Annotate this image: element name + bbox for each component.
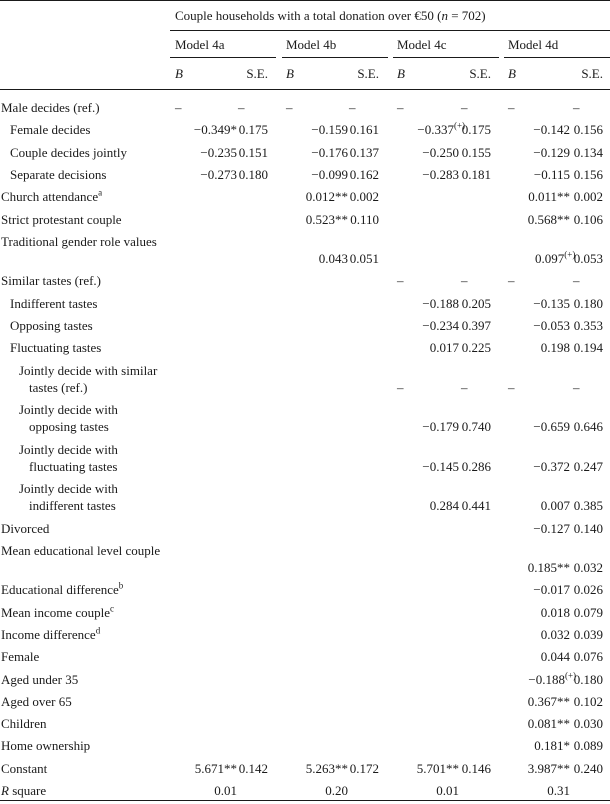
se-cell: 0.089 <box>573 738 603 754</box>
se-cell: – <box>461 273 468 289</box>
significance-marker: (+) <box>564 249 576 260</box>
coef-cell: −0.188 <box>422 295 459 311</box>
row-label <box>1 737 169 754</box>
row-label-text: Indifferent tastes <box>10 295 98 311</box>
rule-under-model-header <box>170 57 276 58</box>
table-row <box>0 626 610 648</box>
footnote-marker: d <box>95 625 101 636</box>
coef-cell: – <box>397 273 404 289</box>
row-label <box>10 339 178 356</box>
group-title-text: Couple households with a total donation over €50 ( <box>175 8 442 23</box>
table-row <box>0 295 610 317</box>
row-label <box>10 166 178 183</box>
coef-cell: – <box>508 273 515 289</box>
footnote-marker: c <box>110 603 115 614</box>
col-header-b: B <box>508 66 516 81</box>
row-label <box>1 760 169 777</box>
row-label-text: Aged over 65 <box>1 693 72 709</box>
se-cell: 0.646 <box>573 419 603 434</box>
table-row <box>0 693 610 715</box>
se-cell: 0.032 <box>573 559 603 575</box>
row-label <box>1 693 169 710</box>
se-cell: – <box>349 100 356 115</box>
row-label-text: Couple decides jointly <box>10 144 127 160</box>
row-label <box>1 626 169 643</box>
row-label-text: Female decides <box>10 122 91 138</box>
row-label <box>1 233 161 250</box>
se-cell: 0.051 <box>349 250 379 266</box>
model-header: Model 4d <box>508 37 559 52</box>
table-row <box>0 604 610 626</box>
coef-cell: −0.659 <box>533 419 570 434</box>
rule-top <box>0 0 610 1</box>
col-header-se: S.E. <box>581 66 603 81</box>
row-label <box>1 99 169 116</box>
se-cell: 0.397 <box>461 317 491 333</box>
se-cell: 0.286 <box>461 458 491 474</box>
se-cell: 0.353 <box>573 317 603 333</box>
se-cell: 0.155 <box>461 144 491 160</box>
coef-cell: −0.235 <box>200 144 237 160</box>
se-cell: 0.002 <box>573 189 603 205</box>
row-label-text: Mean income couple <box>1 604 111 620</box>
coef-cell: −0.234 <box>422 317 459 333</box>
coef-cell: −0.250 <box>422 144 459 160</box>
table-row <box>0 362 610 402</box>
row-label-text: Opposing tastes <box>10 317 93 333</box>
row-label <box>19 480 159 514</box>
coef-cell: −0.179 <box>422 419 459 434</box>
row-label <box>19 401 159 435</box>
row-label-text: Jointly decide with fluctuating tastes <box>19 441 118 474</box>
se-cell: 0.162 <box>349 166 379 182</box>
table-row <box>0 211 610 233</box>
coef-cell: – <box>397 379 404 395</box>
row-label-text: Traditional gender role values <box>1 233 157 249</box>
row-label-text: Income difference <box>1 626 96 642</box>
table-row <box>0 542 610 582</box>
se-cell: 0.140 <box>573 520 603 536</box>
se-cell: 0.030 <box>573 716 603 732</box>
table-row <box>0 480 610 520</box>
row-label <box>1 581 169 598</box>
row-label <box>10 121 178 138</box>
coef-cell: 0.007 <box>540 498 570 513</box>
se-cell: 0.110 <box>350 211 379 227</box>
coef-cell: – <box>397 100 404 115</box>
table-row <box>0 737 610 759</box>
coef-cell: −0.142 <box>533 122 570 138</box>
se-cell: 0.002 <box>349 189 379 205</box>
row-label-text: Divorced <box>1 520 50 536</box>
se-cell: 0.194 <box>573 340 603 356</box>
coef-cell: −0.017 <box>533 582 570 598</box>
se-cell: 0.137 <box>349 144 379 160</box>
table-row <box>0 121 610 143</box>
table-row <box>0 99 610 121</box>
significance-marker: (+) <box>564 670 577 681</box>
se-cell: 0.240 <box>573 760 603 776</box>
row-label <box>10 144 178 161</box>
table-row <box>0 671 610 693</box>
col-header-se: S.E. <box>357 66 379 81</box>
table-row <box>0 272 610 294</box>
se-cell: 0.142 <box>238 760 268 776</box>
coef-cell: −0.283 <box>422 166 459 182</box>
n-value: = 702) <box>447 8 486 23</box>
row-label-text: Jointly decide with indifferent tastes <box>19 481 118 513</box>
footnote-marker: a <box>98 187 103 198</box>
table-row <box>0 339 610 361</box>
table-row <box>0 441 610 481</box>
coef-cell: 0.081** <box>527 716 570 732</box>
coef-cell: −0.188(+) <box>528 670 577 687</box>
row-label <box>19 362 159 396</box>
table-row <box>0 188 610 210</box>
coef-cell: 0.198 <box>540 340 570 356</box>
table-row <box>0 317 610 339</box>
coef-cell: 0.097(+) <box>535 249 576 266</box>
se-cell: 0.079 <box>573 604 603 620</box>
row-label <box>10 317 178 334</box>
se-cell: 0.175 <box>238 122 268 138</box>
row-label-text: Jointly decide with similar tastes (ref.) <box>19 362 158 395</box>
coef-cell: 0.017 <box>429 340 459 356</box>
col-header-se: S.E. <box>246 66 268 81</box>
se-cell: – <box>573 379 580 395</box>
se-cell: 0.175 <box>461 122 491 138</box>
coef-cell: 0.367** <box>527 693 570 709</box>
row-label <box>1 715 169 732</box>
rule-bottom <box>0 800 610 801</box>
se-cell: 0.151 <box>238 144 268 160</box>
coef-cell: −0.349* <box>193 122 237 138</box>
se-cell: 0.156 <box>573 166 603 182</box>
col-header-b: B <box>286 66 294 81</box>
coef-cell: −0.273 <box>200 166 237 182</box>
model-header: Model 4b <box>286 37 337 52</box>
coef-cell: 5.701** <box>416 760 459 776</box>
row-label <box>1 272 169 289</box>
se-cell: 0.180 <box>238 166 268 182</box>
se-cell: 0.053 <box>573 250 603 266</box>
coef-cell: −0.176 <box>311 144 348 160</box>
se-cell: 0.225 <box>461 340 491 356</box>
footnote-marker: b <box>118 580 124 591</box>
se-cell: 0.026 <box>573 582 603 598</box>
coef-cell: 5.263** <box>305 760 348 776</box>
row-label <box>1 648 169 665</box>
coef-cell: −0.135 <box>533 295 570 311</box>
coef-cell: 0.012** <box>305 189 348 205</box>
coef-cell: 0.185** <box>527 559 570 575</box>
rule-under-group-title <box>170 30 610 31</box>
rule-under-model-header <box>504 57 610 58</box>
se-cell: 0.146 <box>461 760 491 776</box>
row-label-text: Educational difference <box>1 582 119 598</box>
se-cell: 0.180 <box>573 671 603 687</box>
row-label-text: Separate decisions <box>10 166 107 182</box>
se-cell: 0.441 <box>461 498 491 513</box>
row-label <box>1 520 169 537</box>
se-cell: – <box>238 100 245 115</box>
coef-cell: – <box>508 379 515 395</box>
row-label-text: Strict protestant couple <box>1 211 122 227</box>
se-cell: – <box>573 100 580 115</box>
coef-cell: – <box>508 100 515 115</box>
row-label-text: Female <box>1 649 40 665</box>
row-label <box>1 604 169 621</box>
coef-cell: 0.284 <box>429 498 459 513</box>
model-header: Model 4a <box>175 37 225 52</box>
coef-cell: 0.181* <box>534 738 570 754</box>
coef-cell: – <box>175 100 182 115</box>
se-cell: 0.156 <box>573 122 603 138</box>
se-cell: 0.076 <box>573 649 603 665</box>
rule-under-model-header <box>282 57 388 58</box>
row-label-text: Jointly decide with opposing tastes <box>19 402 118 434</box>
rule-under-col-headers <box>0 89 610 90</box>
n-symbol: n <box>441 8 448 23</box>
table-row <box>0 715 610 737</box>
row-label-text: Male decides (ref.) <box>1 100 100 115</box>
coef-cell: 3.987** <box>527 760 570 776</box>
col-header-b: B <box>397 66 405 81</box>
coef-cell: 0.01 <box>436 783 459 798</box>
row-label <box>1 211 169 228</box>
se-cell: 0.180 <box>573 295 603 311</box>
coef-cell: 0.20 <box>325 783 348 798</box>
coef-cell: – <box>286 100 293 115</box>
se-cell: – <box>573 273 580 289</box>
table-row <box>0 648 610 670</box>
coef-cell: −0.337(+) <box>417 120 466 138</box>
coef-cell: 0.044 <box>540 649 570 665</box>
row-label-text: Similar tastes (ref.) <box>1 273 101 289</box>
table-row <box>0 144 610 166</box>
table-row <box>0 401 610 441</box>
coef-cell: 0.31 <box>547 783 570 798</box>
row-label-text: Constant <box>1 760 48 776</box>
se-cell: 0.106 <box>573 211 603 227</box>
se-cell: 0.247 <box>573 458 603 474</box>
row-label-text: Aged under 35 <box>1 671 79 687</box>
row-label-text: Church attendance <box>1 189 99 205</box>
coef-cell: 0.01 <box>214 783 237 798</box>
table-row <box>0 760 610 782</box>
rule-under-model-header <box>393 57 499 58</box>
coef-cell: 0.011** <box>528 189 570 205</box>
se-cell: 0.740 <box>461 419 491 434</box>
table-row <box>0 520 610 542</box>
row-label <box>1 782 169 799</box>
se-cell: 0.102 <box>573 693 603 709</box>
significance-marker: (+) <box>453 120 466 131</box>
coef-cell: 0.018 <box>540 604 570 620</box>
row-label-text: Fluctuating tastes <box>10 340 102 356</box>
table-group-title <box>175 7 486 24</box>
coef-cell: 0.032 <box>540 626 570 642</box>
coef-cell: −0.127 <box>533 520 570 536</box>
row-label-text: Home ownership <box>1 738 91 754</box>
se-cell: 0.385 <box>573 498 603 513</box>
se-cell: – <box>461 379 468 395</box>
row-label-text: R square <box>1 783 47 798</box>
coef-cell: −0.099 <box>311 166 348 182</box>
coef-cell: −0.129 <box>533 144 570 160</box>
row-label <box>1 188 169 205</box>
row-label <box>10 295 178 312</box>
se-cell: 0.039 <box>573 626 603 642</box>
coef-cell: −0.372 <box>533 458 570 474</box>
coef-cell: 0.043 <box>318 250 348 266</box>
row-label <box>1 671 169 688</box>
coef-cell: 0.568** <box>527 211 570 227</box>
table-row <box>0 233 610 273</box>
coef-cell: −0.053 <box>533 317 570 333</box>
row-label-text: Mean educational level couple <box>1 542 161 558</box>
coef-cell: −0.159 <box>311 122 348 138</box>
model-header: Model 4c <box>397 37 447 52</box>
se-cell: 0.205 <box>461 295 491 311</box>
col-header-b: B <box>175 66 183 81</box>
se-cell: 0.172 <box>349 760 379 776</box>
col-header-se: S.E. <box>469 66 491 81</box>
coef-cell: 5.671** <box>194 760 237 776</box>
coef-cell: −0.115 <box>533 166 570 182</box>
row-label <box>1 542 161 559</box>
se-cell: 0.134 <box>573 144 603 160</box>
table-row <box>0 166 610 188</box>
coef-cell: 0.523** <box>305 211 348 227</box>
row-label-text: Children <box>1 716 47 732</box>
table-row <box>0 581 610 603</box>
se-cell: – <box>461 100 468 115</box>
se-cell: 0.181 <box>461 166 491 182</box>
coef-cell: −0.145 <box>422 458 459 474</box>
row-label <box>19 441 159 475</box>
se-cell: 0.161 <box>349 122 379 138</box>
